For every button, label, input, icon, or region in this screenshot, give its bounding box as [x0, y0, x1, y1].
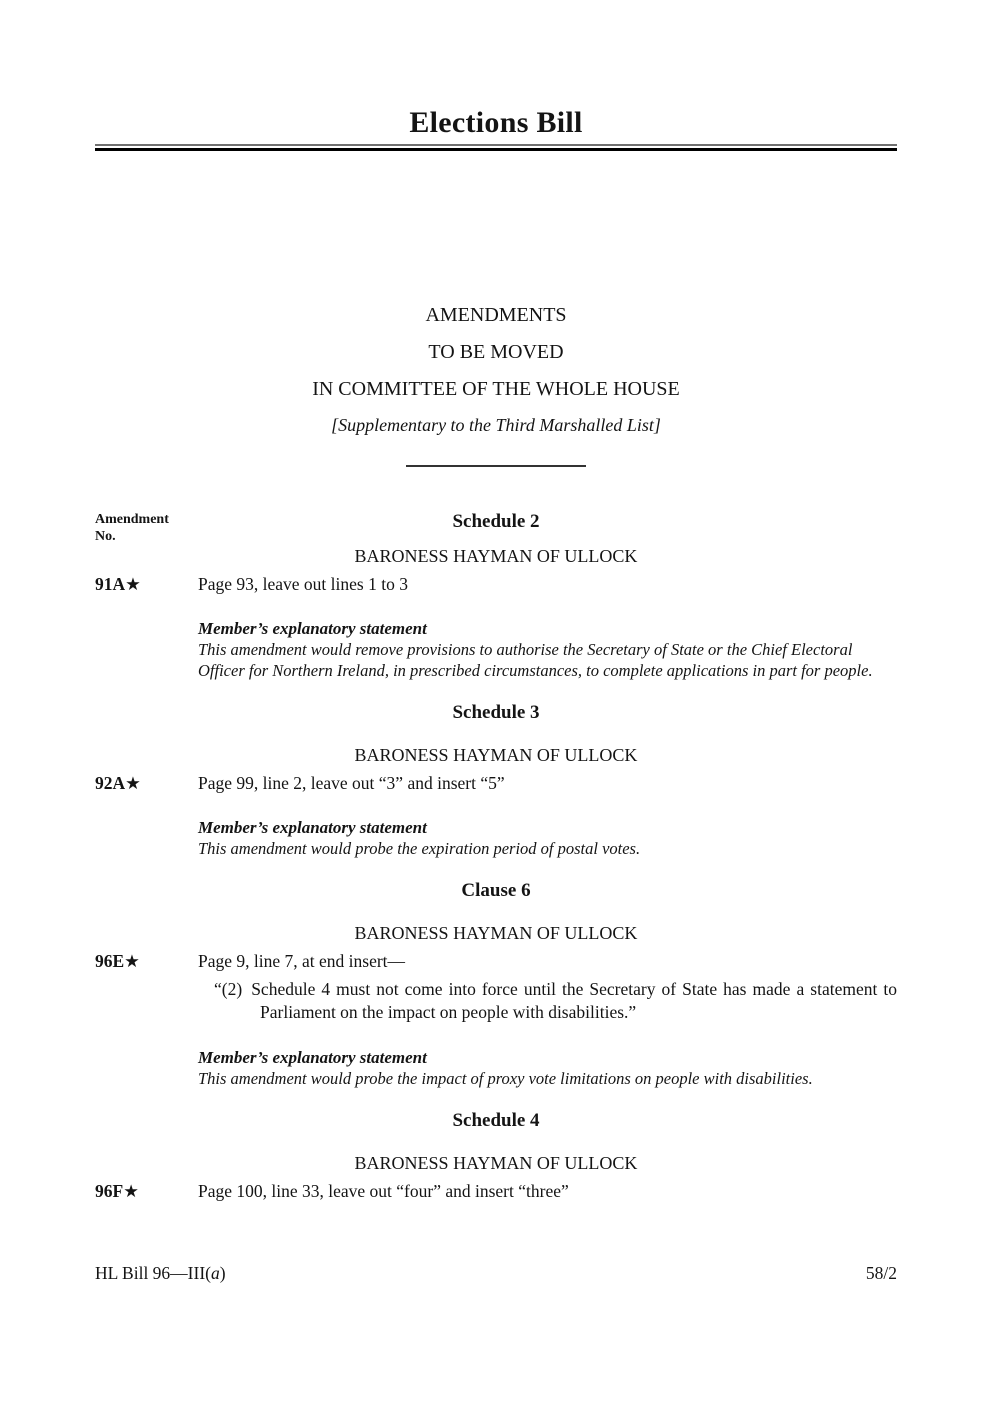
explanatory-statement: [198, 618, 897, 681]
section-schedule-3: [95, 701, 897, 859]
explanatory-heading: Member’s explanatory statement: [198, 619, 427, 638]
header-block: [95, 303, 897, 467]
amendment-number: 96F★: [95, 1181, 139, 1201]
amendment-row: [95, 950, 897, 1024]
mover-name: BARONESS HAYMAN OF ULLOCK: [354, 1153, 638, 1173]
footer-bill-italic: a: [211, 1263, 220, 1283]
amendment-no-label: [95, 511, 169, 545]
amendment-row: [95, 573, 897, 595]
footer-bill-prefix: HL Bill 96—III(: [95, 1263, 211, 1283]
section-heading: Clause 6: [461, 880, 531, 901]
inserted-text-body: Schedule 4 must not come into force until the Secretary of State has made a statement to Parliament on the impact on people with disabilities.”: [251, 979, 897, 1022]
explanatory-heading: Member’s explanatory statement: [198, 818, 427, 837]
explanatory-text: This amendment would probe the expiration period of postal votes.: [198, 839, 641, 858]
explanatory-text: This amendment would probe the impact of proxy vote limitations on people with disabilities.: [198, 1069, 813, 1088]
title-rule-thick: [95, 148, 897, 151]
section-schedule-4: [95, 1109, 897, 1202]
inserted-text-label: “(2): [214, 979, 243, 999]
explanatory-heading: Member’s explanatory statement: [198, 1048, 427, 1067]
title-rule-thin: [95, 144, 897, 146]
amendments-content: [95, 510, 897, 1202]
header-line-to-be-moved: TO BE MOVED: [428, 341, 564, 363]
amendment-no-label-line1: Amendment: [95, 512, 169, 527]
inserted-text-quote: [214, 978, 897, 1024]
header-note: [Supplementary to the Third Marshalled List]: [331, 415, 661, 435]
amendment-number: 92A★: [95, 773, 141, 793]
header-line-amendments: AMENDMENTS: [425, 304, 567, 326]
amendment-body: [198, 950, 897, 1024]
mover-name: BARONESS HAYMAN OF ULLOCK: [354, 546, 638, 566]
title-rule: [95, 144, 897, 151]
footer-bill-suffix: ): [219, 1263, 226, 1283]
amendment-instruction: Page 100, line 33, leave out “four” and insert “three”: [198, 1181, 569, 1201]
explanatory-statement: [198, 1047, 897, 1089]
mover-name: BARONESS HAYMAN OF ULLOCK: [354, 923, 638, 943]
page-footer: [95, 1262, 897, 1284]
amendment-instruction: Page 99, line 2, leave out “3” and insert “5”: [198, 773, 505, 793]
explanatory-text: This amendment would remove provisions to authorise the Secretary of State or the Chief Electoral Officer for Northern Ireland, in prescribed circumstances, to complete applications in part for people.: [198, 640, 873, 680]
section-heading: Schedule 4: [452, 1110, 540, 1131]
amendment-instruction: Page 93, leave out lines 1 to 3: [198, 574, 408, 594]
section-schedule-2: [95, 510, 897, 681]
page-title: Elections Bill: [409, 106, 583, 139]
section-heading: Schedule 3: [452, 702, 540, 723]
mover-name: BARONESS HAYMAN OF ULLOCK: [354, 745, 638, 765]
header-line-committee: IN COMMITTEE OF THE WHOLE HOUSE: [312, 378, 680, 400]
divider-rule: [406, 465, 586, 467]
amendment-body: [198, 573, 897, 595]
amendment-row: [95, 1180, 897, 1202]
section-heading: Schedule 2: [452, 511, 540, 532]
amendment-instruction: Page 9, line 7, at end insert—: [198, 951, 406, 971]
explanatory-statement: [198, 817, 897, 859]
footer-bill-number: [95, 1262, 226, 1284]
section-clause-6: [95, 879, 897, 1089]
amendment-body: [198, 772, 897, 794]
footer-page-ref: 58/2: [865, 1263, 897, 1283]
amendment-no-label-line2: No.: [95, 529, 116, 544]
amendment-number: 96E★: [95, 951, 140, 971]
amendment-number: 91A★: [95, 574, 141, 594]
amendment-body: [198, 1180, 897, 1202]
amendment-row: [95, 772, 897, 794]
